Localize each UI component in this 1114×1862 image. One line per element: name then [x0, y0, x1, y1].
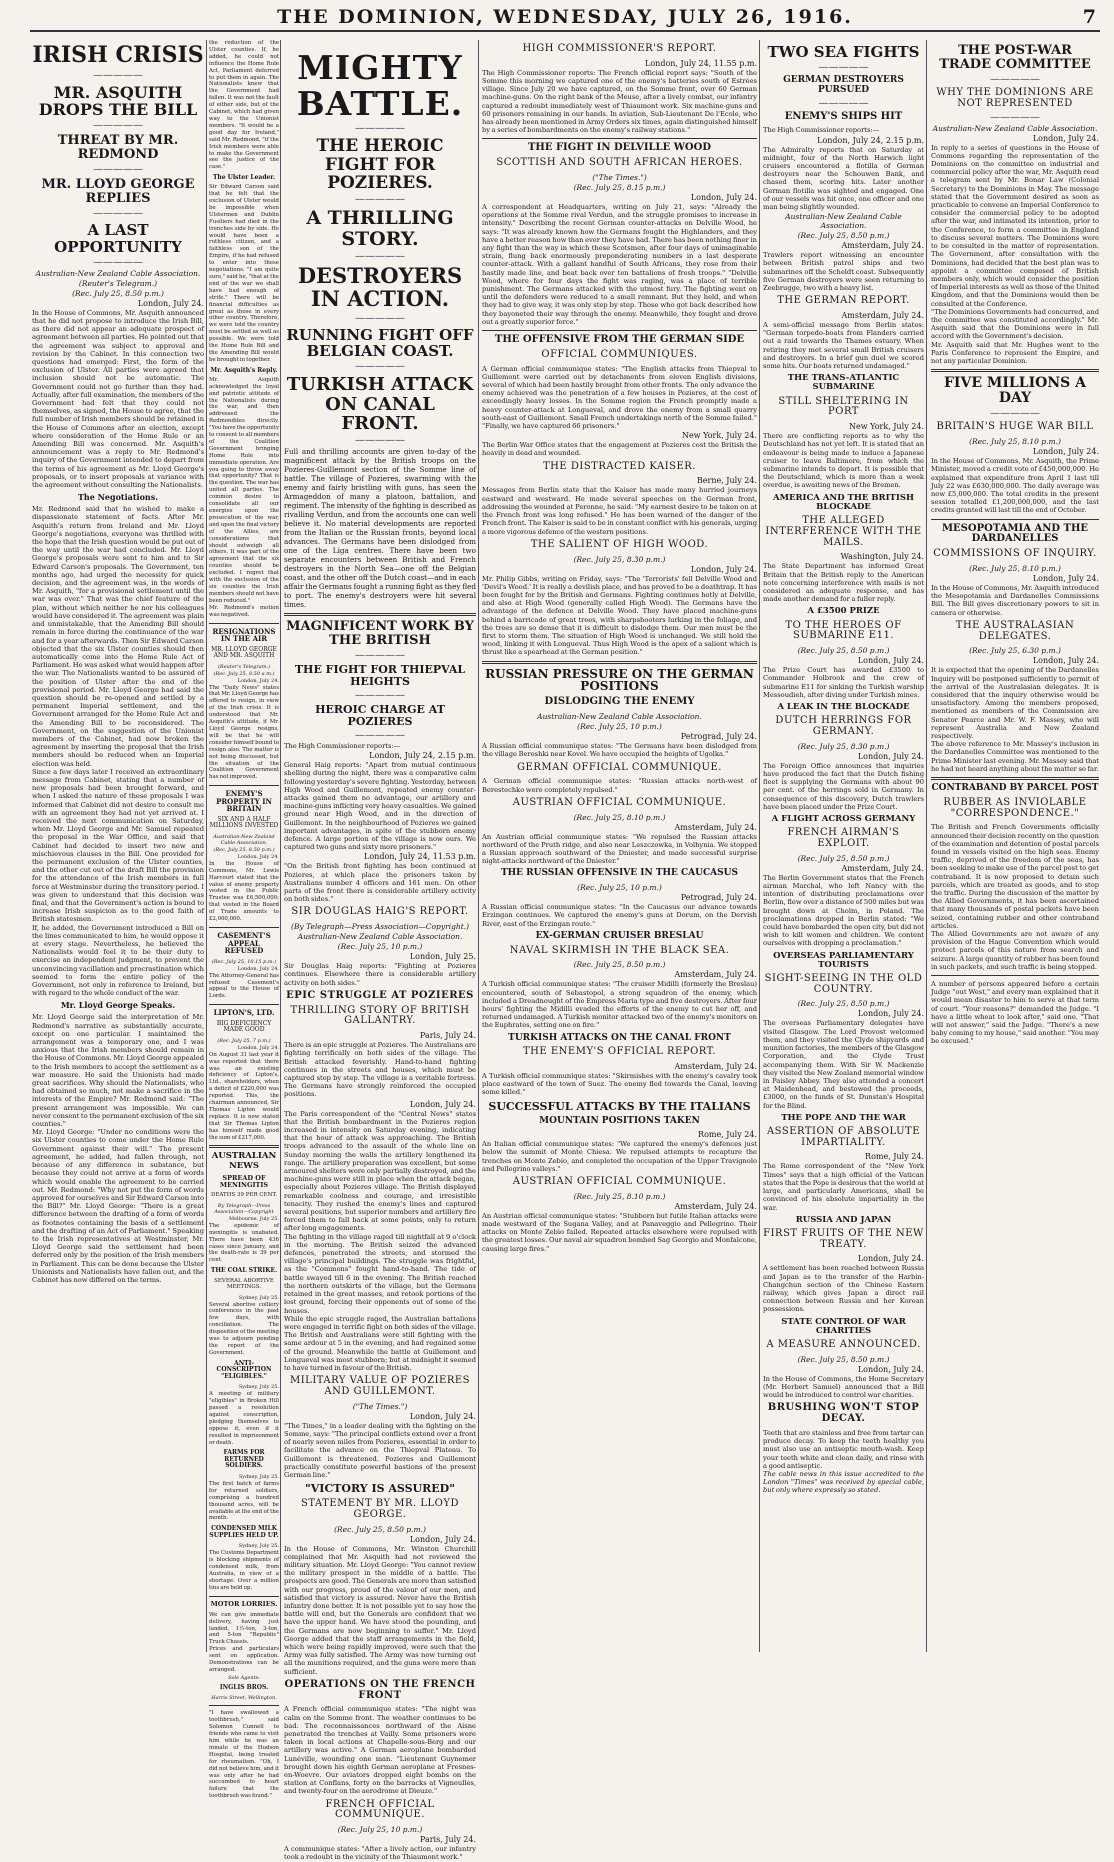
headline-breslau: EX-GERMAN CRUISER BRESLAU — [535, 930, 704, 941]
article-paragraph: It is expected that the opening of the Dardanelles Inquiry will be postponed sufficiently to permit of the arrival of the Australasian delegates. It is considered that the inquiry otherwise would be unsatisfactory. Among the members proposed, mentioned as members of the Commission are Senator Pearce and Mr. W. F. Massey, who will represent Australia and New Zealand respectively. — [931, 666, 1099, 740]
article-paragraph: The Customs Department is blocking shipments of condensed milk, from Australia, in view of a shortage. Over a million tins are held up. — [209, 1550, 279, 1591]
headline-irish-crisis: IRISH CRISIS — [32, 42, 204, 68]
article-paragraph: In the House of Commons, Mr. Winston Churchill complained that Mr. Asquith had not reviewed the military situation. Mr. Lloyd George: "You cannot review the military prospect in the middle of a battle. The prospects are good. The Generals are more than satisfied with our progress, proud of the valour of our men, and satisfied that victory is assured. Never have the British infantry done better. It is not possible yet to say how the battle will end, but the Generals are confident that we have the upper hand. We have stood the pounding, and the Germans are now beginning to suffer." Mr. Lloyd George added that the staff arrangements in the field, which were being rapidly improved, were such that the Army was fully satisfied. The Army was now turning out all the munitions required, and the guns were more than sufficient. — [284, 1544, 476, 1676]
dateline: Amsterdam, July 24. — [674, 1062, 757, 1072]
received-date: (Rec. July 25, 8.10 p.m.) — [969, 563, 1061, 573]
headline-russian-pressure: RUSSIAN PRESSURE ON THE GERMAN POSITIONS — [485, 666, 754, 694]
article-paragraph: An Austrian official communique states: "Stubborn but futile Italian attacks were made westward of the Sugana Valley, and at Panaveggio and Pellegrino. Their attacks on Monte Zebio failed. Repeated attacks elsewhere were repulsed with the greatest losses. Our naval air squadron bombed Sag Georgio and Monfalcone, causing large fires." — [482, 1211, 757, 1253]
dateline: London, July 24. — [1032, 447, 1099, 457]
column-2 — [209, 40, 279, 1800]
cable-credit: Australian-New Zealand Cable Association. — [932, 123, 1098, 133]
article-paragraph: The Rome correspondent of the "New York Times" says that a high official of the Vatican states that the Pope is desirous that the world at large, and particularly Americans, shall be convinced of his absolute impartiality in the war. — [763, 1162, 924, 1212]
dateline: London, July 24. — [857, 656, 924, 666]
dateline: Petrograd, July 24. — [680, 893, 757, 903]
article-paragraph: "The Times," in a leader dealing with the fighting on the Somme, says: "The principal conflicts extend over a front of nearly seven miles from Pozieres, essential in order to facilitate the advance on the Thiepval Plateau. To Guillemont is threatened. Pozieres and Guillemont practically constitute powerful bastions of the present German line." — [284, 1421, 476, 1479]
subhead-lloyd-george-statement: STATEMENT BY MR. LLOYD GEORGE. — [301, 1498, 459, 1520]
article-paragraph: The above reference to Mr. Massey's inclusion in the Dardanelles Committee was mentioned to the Prime Minister last evening. Mr. Massey said that he had not heard anything about the matter so far. — [931, 740, 1099, 773]
received-date: (Rec. July 25, 10 p.m.) — [337, 942, 423, 952]
article-paragraph: In the House of Commons, Mr. Asquith, the Prime Minister, moved a credit vote of £450,000,000. He explained that expenditure from April 1 last till July 22 was £630,000,000. The daily average was now £5,000,000. The total credits in the present session totalled £1,200,000,000, and the last credits granted will last till the end of October. — [931, 457, 1099, 515]
headline-enemy-property: ENEMY'S PROPERTY IN BRITAIN — [216, 789, 272, 814]
page-number: 7 — [1082, 6, 1096, 28]
article-paragraph: There is an epic struggle at Pozieres. The Australians are fighting terrifically on both sides of the village. The British attacked feverishly. Hand-to-hand fighting continues in the streets and houses, which must be captured step by step. The village is a veritable fortress. The Germans have strongly reinforced the occupied positions. — [284, 1041, 476, 1099]
dateline: Rome, July 24. — [698, 1130, 757, 1140]
received-date: (Rec. July 25, 8.50 p.m.) — [213, 846, 275, 853]
dateline: Sydney, July 25. — [238, 1294, 279, 1301]
article-paragraph: A correspondent at Headquarters, writing on July 21, says: "Already the operations at the Somme rival Verdun, and the struggle promises to increase in intensity." Describing the recent German counter-attacks on Delville Wood, he says: "It was already known how the Germans fought the Highlanders, and they have a better reason how than ever they have had. There has been nothing finer in any fight than the way in which these Scotsmen, after four days of unimaginable strain, flung back enormously preponderating numbers in a last desperate counter-attack. With a gallant handful of South Africans, they rose from their hastily made line, and beat back over ten battalions of fresh troops." "Delville Wood, where for four days the fight was raging, was a place of terrible punishment. The Germans attacked with the utmost fury. The fighting went on until the defenders were reduced to a small remnant. But they held, and when they had to give way, it was only step by step. Those who got back described how they bayoneted their way through the enemy. Meanwhile, they fought and drove out a greatly superior force." — [482, 203, 757, 326]
headline-contraband: CONTRABAND BY PARCEL POST — [931, 783, 1099, 794]
headline-submarine: THE TRANS-ATLANTIC SUBMARINE — [787, 373, 900, 393]
ad-paragraph: We can give immediate delivery, having just landed, 1½-ton, 3-ton, and 5-ton "Republic" Truck Chassis. — [209, 1611, 279, 1646]
dateline: New York, July 24. — [682, 431, 757, 441]
dateline: London, July 24. — [237, 853, 279, 860]
dateline: Amsterdam, July 24. — [841, 863, 924, 873]
section-subhead: Mr. Asquith's Reply. — [210, 366, 278, 374]
received-date: (Rec. July 25, 6.30 p.m.) — [969, 646, 1061, 656]
article-paragraph: The Allied Governments are not aware of any provision of the Hague Convention which would protect parcels of this nature from search and seizure. A large quantity of rubber has been found in such packets, and such traffic is being stopped. — [931, 929, 1099, 971]
article-paragraph: A Turkish official communique states: "Skirmishes with the enemy's cavalry took place eastward of the town of Suez. The enemy fled towards the Canal, leaving some killed." — [482, 1072, 757, 1097]
ad-paragraph: Prices and particulars sent on application. Demonstrations can be arranged. — [209, 1646, 279, 1673]
cable-credit: Australian-New Zealand Cable Association. — [785, 212, 902, 231]
article-paragraph: The "Daily News" states that Mr. Lloyd George has offered to resign, in view of the Irish crisis. It is understood that Mr. Asquith's attitude, if Mr. Lloyd George resigns, will be that he will consider himself bound to resign also. The matter is not being discussed, but the situation of the Coalition Government has not improved. — [209, 684, 279, 781]
dateline: Amsterdam, July 24. — [674, 1201, 757, 1211]
headline-magnificent-work: MAGNIFICENT WORK BY THE BRITISH — [286, 619, 474, 649]
subhead-dislodging: DISLODGING THE ENEMY — [544, 696, 695, 708]
subhead-haig-report: SIR DOUGLAS HAIG'S REPORT. — [291, 906, 469, 918]
headline-german-side: THE OFFENSIVE FROM THE GERMAN SIDE — [494, 334, 745, 346]
received-date: (Rec. July 25, 8.10 p.m.) — [573, 812, 666, 822]
dateline: Amsterdam, July 24. — [841, 241, 924, 251]
subhead: SEVERAL ABORTIVE MEETINGS. — [214, 1277, 274, 1290]
headline-italians: SUCCESSFUL ATTACKS BY THE ITALIANS — [488, 1099, 751, 1113]
article-paragraph: The Attorney-General has refused Casement's appeal to the House of Lords. — [209, 972, 279, 1000]
ad-heading: MOTOR LORRIES. — [210, 1599, 278, 1608]
section-subhead: The Negotiations. — [77, 492, 159, 503]
article-paragraph: Mr. Lloyd George: "Under no conditions were the six Ulster counties to come under the Home Rule Government against their will." The present agreement, he added, had fallen through, not because of any difference in substance, but because they could not arrive at a form of words which would enable the agreement to be carried out. Mr. Redmond: "Why not put the form of words approved for ourselves and Sir Edward Carson into the Bill?" Mr. Lloyd George: "There is a great difference between the drafting of a form of words as footnotes containing the basis of a settlement and the drafting of an Act of Parliament." Speaking to the Irish representatives at Westminster, Mr. Lloyd George said the settlement had been deferred only by the position of the Irish members in Parliament. This can be done because the Ulster Unionists and Nationalists have fallen out, and the Cabinet has now differed on the terms. — [32, 1128, 204, 1284]
subhead: CONDENSED MILK SUPPLIES HELD UP. — [209, 1525, 279, 1539]
telegram-credit: (Reuter's Telegram.) — [217, 663, 271, 670]
headline-mighty-battle: MIGHTY BATTLE. — [296, 48, 464, 123]
ad-address: Harris Street, Wellington. — [211, 1695, 277, 1702]
article-paragraph: On August 31 last year it was reported that there was an existing deficiency of Lipton's, Ltd., shareholders, when a deficit of £220,000 was reported. This, the chairman announced, Sir Thomas Lipton would replace. It is now stated that Sir Thomas Lipton has himself made good the sum of £217,000. — [209, 1051, 279, 1141]
subhead-last-opportunity: A LAST OPPORTUNITY — [54, 221, 182, 256]
article-paragraph: A semi-official message from Berlin states: "German torpedo-boats from Flanders carried out a raid towards the Thames estuary. When retiring they met several small British cruisers and destroyers. In a brief gun duel we scored some hits. Our boats returned undamaged." — [763, 321, 924, 371]
subhead-war-bill: BRITAIN'S HUGE WAR BILL — [936, 421, 1094, 433]
article-paragraph: The Paris correspondent of the "Central News" states that the British bombardment in the Pozieres region increased in intensity on Saturday evening, indicating that the hour of attack was approaching. The British troops advanced to the assault of the whole line on Sunday morning the walls the artillery lengthened its range. The artillery preparation was excellent, but some armoured shelters were only partially destroyed, and the machine-guns were still in place when the attack began, especially about Pozieres village. The British displayed remarkable coolness and courage, and irresistible tenacity. They rushed the enemy's lines and captured several positions, but superior numbers and artillery fire forced them to fall back at some points, only to return after long engagements. — [284, 1109, 476, 1233]
dateline: London, July 24. — [857, 1009, 924, 1019]
subhead-heroic-charge: HEROIC CHARGE AT POZIERES — [315, 703, 445, 729]
article-paragraph: If, he added, the Government introduced a Bill on the lines communicated to him, he would oppose it at every stage. Nevertheless, he believed the Nationalists would feel it to be their duty to exercise an independent judgment, to prevent the unconvincing vacillation and procrastination which seemed to form the entire policy of the Government, not only in reference to Ireland, but with regard to the whole conduct of the war. — [32, 923, 204, 998]
subhead-sheltering: STILL SHELTERING IN PORT — [778, 395, 909, 418]
cable-note: The cable news in this issue accredited to the London "Times" was received by special cable, but only where expressly so stated. — [763, 1470, 924, 1495]
article-paragraph: Mr. Redmond's motion was negatived. — [209, 604, 279, 618]
article-paragraph: A meeting of military "eligibles" in Broken Hill passed a resolution against conscription, pledging themselves to oppose it, even if it resulted in imprisonment or death. — [209, 1391, 279, 1446]
headline-destroyers: DESTROYERS IN ACTION. — [297, 263, 463, 312]
intro-paragraph: Full and thrilling accounts are given to-day of the magnificent attack by the British troops on the Pozieres-Guillemont section of the Somme line of battle. The village of Pozieres, swarming with the enemy and fairly bristling with guns, has seen the Armageddon of many a platoon, battalion, and regiment. The intensity of the fighting is described as rivalling Verdun, and from the accounts one can well believe it. No material developments are reported from the Italian or the Russian fronts, beyond local advances. The Germans have been dislodged from one of the Liga centres. There have been two separate encounters between British and French destroyers in the North Sea—one off the Belgian coast, and the other off the Dutch coast—and in each affair the Germans fought a running fight as they fled to port. The enemy's destroyers were hit several times. — [284, 447, 476, 610]
headline-heroic-fight: THE HEROIC FIGHT FOR POZIERES. — [316, 136, 444, 193]
times-credit: ("The Times.") — [592, 173, 647, 183]
headline-casement: CASEMENT'S APPEAL REFUSED — [217, 930, 271, 956]
dateline: Paris, July 24. — [419, 1835, 476, 1845]
press-credit: (By Telegraph—Press Association—Copyright.) — [290, 922, 470, 932]
article-paragraph: A Turkish official communique states: "The cruiser Midilli (formerly the Breslau) encountered, south of Sebastopol, a strong squadron of the enemy, which included a Dreadnought of the Empress Maria type and five destroyers. After four hours' fighting the Midilli evaded the efforts of the enemy to cut her off, and returned undamaged. A Turkish monitor attacked two of the enemy's monitors on the Euphrates, setting one on fire." — [482, 980, 757, 1030]
subhead-commissions: COMMISSIONS OF INQUIRY. — [933, 548, 1097, 560]
article-paragraph: The High Commissioner reports: The French official report says: "South of the Somme this morning we captured one of the enemy's batteries south of Estrées village. Since July 20 we have captured, on the Somme front, over 60 German machine-guns. On the right bank of the Meuse, after a lively combat, our infantry captured a redoubt immediately west of Thiaumont work. Six machine-guns and 60 prisoners remaining in our hands. In aviation, Sub-Lieutenant De l'Ecole, who has already been mentioned in Army Orders six times, again distinguished himself by a series of bombardments on the enemy's railway stations." — [482, 68, 757, 135]
subhead-measure: A MEASURE ANNOUNCED. — [766, 1339, 921, 1351]
article-paragraph: A number of persons appeared before a certain Judge "out West," and every man explained that it would mean disaster to him to serve at that term of court. "Your reasons?" demanded the Judge. "I have a little wheat to look after," said one. "That will not answer," said the Judge. "There's a new baby coming to my house," said another. "You may be excused." — [931, 979, 1099, 1046]
column-rule — [478, 40, 479, 1652]
subhead: ANTI-CONSCRIPTION "ELIGIBLES." — [216, 1359, 272, 1380]
article-paragraph: The Admiralty reports that on Saturday at midnight, four of the North Harwich light cruisers encountered a flotilla of German destroyers near the Schouwen Bank, and chased them, scoring hits. Later another German flotilla was sighted and engaged. One of our vessels was hit once, one officer and one man being slightly wounded. — [763, 145, 924, 212]
subhead-german-communique: GERMAN OFFICIAL COMMUNIQUE. — [517, 761, 722, 773]
subhead: SPREAD OF MENINGITIS — [219, 1173, 269, 1189]
subhead: FARMS FOR RETURNED SOLDIERS. — [223, 1449, 265, 1470]
dateline: Amsterdam, July 24. — [674, 970, 757, 980]
article-paragraph: A German official communique states: "The English attacks from Thiepval to Guillemont were carried out by detachments from eleven English divisions, several of which had been hastily brought from other fronts. The only advance the enemy achieved was the penetration of a few houses in Pozieres, at the cost of exceedingly heavy losses. In the Somme region the French promptly made a heavy counter-attack at Longueval, and drove the enemy from a small quarry south-east of Guillemont. Small French undertakings north of the Somme failed." "Finally, we have captured 66 prisoners." — [482, 364, 757, 431]
dateline: London, July 24. — [857, 751, 924, 761]
article-paragraph: The fighting in the village raged till nightfall at 9 o'clock in the morning. The British seized the advanced defences, penetrated the streets, and stormed the village's principal buildings. The struggle was frightful, as the "Commons" fought hand-to-hand. The tide of battle swayed till 6 in the evening. The British reached the northern outskirts of the village, but the Germans retained in the great masses, and retook portions of the lost ground, forcing their opponents out of some of the houses. — [284, 1232, 476, 1315]
received-date: (Rec. July 25, 8.50 p.m.) — [797, 853, 890, 863]
dateline: London, July 24. — [237, 1044, 279, 1051]
ad-agents: Sole Agents: — [228, 1674, 260, 1681]
subhead: SIX AND A HALF MILLIONS INVESTED — [209, 815, 279, 830]
headline-mesopotamia: MESOPOTAMIA AND THE DARDANELLES — [941, 522, 1089, 545]
headline-russia-japan: RUSSIA AND JAPAN — [795, 1214, 892, 1225]
dateline: Melbourne, July 25. — [228, 1215, 279, 1222]
received-date: (Rec. July 25, 10 p.m.) — [337, 1825, 423, 1835]
headline-leak-blockade: A LEAK IN THE BLOCKADE — [777, 701, 910, 712]
subhead-official-communiques: OFFICIAL COMMUNIQUES. — [541, 348, 698, 360]
headline-war-charities: STATE CONTROL OF WAR CHARITIES — [781, 1316, 906, 1336]
headline-five-millions: FIVE MILLIONS A DAY — [943, 375, 1087, 407]
column-5: TWO SEA FIGHTS ————— GERMAN DESTROYERS PURSUED ————— ENEMY'S SHIPS HIT The High Commissioner reports:— London, July 24, 2.15 p.m. The Admiralty reports that on Saturday at midnight, four of the North Harwich light cruisers encountered a flotilla of German destroyers near the Schouwen Bank, and chased them, scoring hits. Later another German flotilla was sighted and engaged. One of our vessels was hit once, one officer and one man being slightly wounded. Australian-New Zealand Cable Association. (Rec. July 25, 8.50 p.m.) Amsterdam, July 24. Trawlers report witnessing an encounter between British patrol ships and two submarines off the Scheldt coast. Subsequently five German destroyers were seen returning to Zeebrugge, two with a heavy list. THE GERMAN REPORT. Amsterdam, July 24. A semi-official message from Berlin states: "German torpedo-boats from Flanders carried out a raid towards the Thames estuary. When retiring they met several small British cruisers and destroyers. In a brief gun duel we scored some hits. Our boats returned undamaged." THE TRANS-ATLANTIC SUBMARINE STILL SHELTERING IN PORT New York, July 24. There are conflicting reports as to why the Deutschland has not yet left. It is stated that an endeavour is being made to induce a Japanese cruiser to leave Baltimore, from which the submarine intends to depart. It is possible that the Deutschland, which is more than a week overdue, is awaiting news of the Bremen. AMERICA AND THE BRITISH BLOCKADE THE ALLEGED INTERFERENCE WITH THE MAILS. Washington, July 24. The State Department has informed Great Britain that the British reply to the American note concerning interference with mails is not considered an adequate response, and has made another demand for a fuller reply. A £3500 PRIZE TO THE HEROES OF SUBMARINE E11. (Rec. July 25, 8.50 p.m.) London, July 24. The Prize Court has awarded £3500 to Commander Holbrook and the crew of submarine E11 for sinking the Turkish warship Messoudieh, after diving under Turkish mines. A LEAK IN THE BLOCKADE DUTCH HERRINGS FOR GERMANY. (Rec. July 25, 8.30 p.m.) London, July 24. The Foreign Office announces that inquiries have produced the fact that the Dutch fishing fleet is supplying the Germans with about 90 per cent. of the herrings sold in Germany. In consequence of this discovery, Dutch trawlers have been placed under the Prize Court. A FLIGHT ACROSS GERMANY FRENCH AIRMAN'S EXPLOIT. (Rec. July 25, 8.50 p.m.) Amsterdam, July 24. The Berlin Government states that the French airman Marchal, who left Nancy with the intention of distributing proclamations over Berlin, flew over a distance of 500 miles but was brought down at Cholm, in Poland. The proclamations dropped in Berlin stated: "We could have bombarded the open city, but did not wish to kill women and children. We content ourselves with dropping a proclamation." OVERSEAS PARLIAMENTARY TOURISTS SIGHT-SEEING IN THE OLD COUNTRY. (Rec. July 25, 8.50 p.m.) London, July 24. The overseas Parliamentary delegates have visited Glasgow. The Lord Provost welcomed them, and they visited the Clyde shipyards and munition factories, the members of the Glasgow Corporation, and the Clyde Trust accompanying them. With Sir W. Mackenzie they visited the New Zealand memorial window in Paisley Abbey. They also attended a concert at Maidenhead, and bestowed the proceeds, £3000, on the funds of St. Dunstan's Hospital for the Blind. THE POPE AND THE WAR ASSERTION OF ABSOLUTE IMPARTIALITY. Rome, July 24. The Rome correspondent of the "New York Times" says that a high official of the Vatican states that the Pope is desirous that the world at large, and particularly Americans, shall be convinced of his absolute impartiality in the war. RUSSIA AND JAPAN FIRST FRUITS OF THE NEW TREATY. London, July 24. A settlement has been reached between Russia and Japan as to the transfer of the Harbin-Changchun section of the Chinese Eastern railway, which gives Japan a direct rail connection between Russia and her Korean possessions. STATE CONTROL OF WAR CHARITIES A MEASURE ANNOUNCED. (Rec. July 25, 8.50 p.m.) London, July 24. In the House of Commons, the Home Secretary (Mr. Herbert Samuel) announced that a Bill would be introduced to control war charities. BRUSHING WON'T STOP DECAY. Teeth that are stainless and free from tartar can produce decay. To keep the teeth healthy you must also use an antiseptic mouth-wash. Keep your teeth white and clean daily, and rinse with a good antiseptic. The cable news in this issue accredited to the London "Times" was received by special cable, but only where expressly so stated. — [763, 43, 924, 1495]
received-date: (Rec. July 25, 8.10 p.m.) — [969, 437, 1061, 447]
times-credit: ("The Times.") — [352, 1401, 408, 1411]
headline-thrilling-story: A THRILLING STORY. — [306, 207, 454, 250]
received-date: (Rec. July 25, 8.15 p.m.) — [573, 183, 666, 193]
dateline: London, July 24. — [409, 1534, 476, 1544]
dateline: London, July 24. — [690, 564, 757, 574]
article-paragraph: Since a few days later I received an extraordinary message from Cabinet, stating that a number of new proposals had been brought forward, and when I asked the nature of these proposals I was informed that Cabinet did not desire to consult me with an agreement they had not yet arrived at. I received the next communication on Saturday, when Mr. Lloyd George and Mr. Samuel repeated the proposal in the War Office, and said that Cabinet had decided to insert two new and mischievous clauses in the Bill. One provided for the permanent exclusion of the Ulster counties, and the other cut out of the draft Bill the provision for the attendance of the Irish members in full force at Westminster during the transitory period. I was given to understand that this decision was final, and that the Government's action is bound to increase Irish suspicion as to the good faith of British statesmen. — [32, 767, 204, 924]
ad-company: INGLIS BROS. — [219, 1683, 269, 1691]
subhead-high-commissioner: HIGH COMMISSIONER'S REPORT. — [522, 43, 717, 54]
article-paragraph: Mr. Philip Gibbs, writing on Friday, says: "The 'Terrorists' fell Delville Wood and 'Devil's Wood.' It is really a devilish place, and has proved to be a deathtrap. It has been fought for by the British and Germans. Fighting continues hotly at Delville, and also at High Wood (generally called High Wood). The Germans have the advantage of the defence at Delville Wood. They have placed machine-guns behind a barricade of great trees, with sharpshooters lurking in the foliage, and the trees are so dense that it is difficult to dislodge them. Our men must be the first to storm them. The situation of High Wood is unchanged. We still hold the wood, linking it with Longueval. Thus High Wood is the apex of a salient which is thrust like a spearhead at the German position." — [482, 574, 757, 657]
article-paragraph: A Russian official communique states: "In the Caucasus our advance towards Erzingan continues. We captured the enemy's guns at Dorum, on the Dervish River, east of the Erzingan route." — [482, 903, 757, 928]
article-paragraph: Trawlers report witnessing an encounter between British patrol ships and two submarines off the Scheldt coast. Subsequently five German destroyers were seen returning to Zeebrugge, two with a heavy list. — [763, 251, 924, 293]
headline-parliamentary-tourists: OVERSEAS PARLIAMENTARY TOURISTS — [773, 950, 914, 970]
article-paragraph: The State Department has informed Great Britain that the British reply to the American note concerning interference with mails is not considered an adequate response, and has made another demand for a fuller reply. — [763, 562, 924, 604]
article-paragraph: A settlement has been reached between Russia and Japan as to the transfer of the Harbin-Changchun section of the Chinese Eastern railway, which gives Japan a direct rail connection between Russia and her Korean possessions. — [763, 1264, 924, 1314]
subhead-french-airman: FRENCH AIRMAN'S EXPLOIT. — [787, 827, 900, 849]
cable-credit: Australian-New Zealand Cable Association. — [537, 712, 702, 722]
column-rule — [759, 40, 760, 1652]
headline-canal-front: TURKISH ATTACKS ON THE CANAL FRONT — [508, 1032, 731, 1043]
dateline: Petrograd, July 24. — [680, 732, 757, 742]
subhead-dominions: WHY THE DOMINIONS ARE NOT REPRESENTED — [936, 87, 1094, 109]
article-paragraph: the reduction of the Ulster counties. If, he added, he could not influence the Home Rule Act, Parliament deferred to put them in again. The Nationalists knew that the Government had fallen. It was not the fault of either side, but of the Cabinet, which had given way to the Unionist members. "It would be a good day for Ireland," said Mr. Redmond, "if the Irish members were able to make the Government see the justice of the case." — [209, 40, 279, 171]
article-paragraph: The Berlin Government states that the French airman Marchal, who left Nancy with the intention of distributing proclamations over Berlin, flew over a distance of 500 miles but was brought down at Cholm, in Poland. The proclamations dropped in Berlin stated: "We could have bombarded the open city, but did not wish to kill women and children. We content ourselves with dropping a proclamation." — [763, 873, 924, 948]
subhead-french-communique: FRENCH OFFICIAL COMMUNIQUE. — [325, 1798, 435, 1821]
subhead-sight-seeing: SIGHT-SEEING IN THE OLD COUNTRY. — [764, 972, 923, 995]
subhead-victory-assured: "VICTORY IS ASSURED" — [305, 1482, 455, 1496]
article-paragraph: Several abortive colliery conferences in the past few days, with conciliation. The disposition of the meeting was to adjourn pending the report of the Government. — [209, 1301, 279, 1356]
subhead-lloyd-george-replies: MR. LLOYD GEORGE REPLIES — [41, 177, 195, 207]
received-date: (Rec. July 25, 8.50 p.m.) — [573, 960, 666, 970]
article-paragraph: The first batch of farms for returned soldiers, comprising a hundred thousand acres, will be available at the end of the month. — [209, 1480, 279, 1522]
received-date: (Rec. July 25, 8.30 p.m.) — [797, 741, 890, 751]
subhead-austrian-communique: AUSTRIAN OFFICIAL COMMUNIQUE. — [512, 796, 727, 808]
subhead: THE COAL STRIKE. — [210, 1267, 278, 1275]
headline-flight-germany: A FLIGHT ACROSS GERMANY — [771, 813, 916, 824]
column-1: IRISH CRISIS ————— MR. ASQUITH DROPS THE BILL ————— THREAT BY MR. REDMOND ————— MR. LLOYD GEORGE REPLIES ————— A LAST OPPORTUNITY ————— Australian-New Zealand Cable Association. (Reuter's Telegram.) (Rec. July 25, 8.50 p.m.) London, July 24. In the House of Commons, Mr. Asquith announced that he did not propose to introduce the Irish Bill, as there did not appear an adequate prospect of agreement between all parties. He pointed out that the agreement was subject to approval and revision by the Cabinet. In this connection two questions had emerged: First, the form of the exclusion of Ulster. All parties were agreed that inclusion should not be automatic. The Government could not go further than they had. Actually, after full examination, the members of the Government had felt that they could not themselves, as signed, the House to agree, that the full number of Irish members should be retained in the House of Commons after an election, except where consideration of the Home Rule or an Amending Bill was concerned. Mr. Asquith's announcement was a reply to Mr. Redmond's inquiry of the Government intended to depart from the terms of his agreement as Mr. Lloyd George's proposals, or to insert proposals at variance with the agreement without consulting the Nationalists. The Negotiations. Mr. Redmond said that he wished to make a dispassionate statement of facts. After Mr. Asquith's return from Ireland and Mr. Lloyd George's negotiations, everyone was thrilled with the hope that the Irish question would be put out of the way until the war had concluded. Mr. Lloyd George's proposals were sent to him and to Sir Edward Carson's proposals. The Government, ten months ago, had urged the necessity for quick decision, and the agreement was, in the words of Mr. Asquith, "for a provisional settlement until the war was over." That was the chief feature of the plan, without which neither he nor his colleagues would have considered it. The agreement was plain and unmistakable, that the Amending Bill should remain in force during the continuance of the war and for a year afterwards. Then Sir Edward Carson objected that the six Ulster counties should then automatically come into the Home Rule Act of Parliament. He was asked what would happen after the war. The Nationalists wanted to be assured of the position of Ulster after the end of the provisional period. Mr. Lloyd George had said the question should be re-opened and settled by a permanent Imperial settlement, and the Government arranged for the Home Rule Act and the Amending Bill to be reconsidered. The Government, on the suggestion of the Unionist members of the Cabinet, had now broken the agreement by inserting the proposal that the Irish members should be reduced when an Imperial election was held. Since a few days later I received an extraordinary message from Cabinet, stating that a number of new proposals had been brought forward, and when I asked the nature of these proposals I was informed that Cabinet did not desire to consult me with an agreement they had not yet arrived at. I received the next communication on Saturday, when Mr. Lloyd George and Mr. Samuel repeated the proposal in the War Office, and said that Cabinet had decided to insert two new and mischievous clauses in the Bill. One provided for the permanent exclusion of the Ulster counties, and the other cut out of the draft Bill the provision for the attendance of the Irish members in full force at Westminster during the transitory period. I was given to understand that this decision was final, and that the Government's action is bound to increase Irish suspicion as to the good faith of British statesmen. If, he added, the Government introduced a Bill on the lines communicated to him, he would oppose it at every stage. Nevertheless, he believed the Nationalists would feel it to be their duty to exercise an independent judgment, to prevent the unconvincing vacillation and procrastination which seemed to form the entire policy of the Government, not only in reference to Ireland, but with regard to the whole conduct of the war. Mr. Lloyd George Speaks. Mr. Lloyd George said the interpretation of Mr. Redmond's narrative as substantially accurate, except on one particular. I maintained the arrangement was a temporary one, and I was anxious that the Irish members should remain in the House of Commons. Mr. Lloyd George appealed to the Irish members to accept the settlement as a war measure. He said the Unionists had made great sacrifices. Why should the Nationalists, who had obtained so much, not make a sacrifice in the interests of the Empire? Mr. Redmond said: "The present arrangement was impossible. We can never consent to the permanent exclusion of the six counties." Mr. Lloyd George: "Under no conditions were the six Ulster counties to come under the Home Rule Government against their will." The present agreement, he added, had fallen through, not because of any difference in substance, but because they could not arrive at a form of words which would enable the agreement to be carried out. Mr. Redmond: "Why not put the form of words approved for ourselves and Sir Edward Carson into the Bill?" Mr. Lloyd George: "There is a great difference between the drafting of a form of words as footnotes containing the basis of a settlement and the drafting of an Act of Parliament." Speaking to the Irish representatives at Westminster, Mr. Lloyd George said the settlement had been deferred only by the position of the Irish members in Parliament. This can be done because the Ulster Unionists and Nationalists have fallen out, and the Cabinet has now differed on the terms. — [32, 42, 204, 1284]
subhead-mountain-positions: MOUNTAIN POSITIONS TAKEN — [539, 1115, 700, 1126]
article-paragraph: Sir Douglas Haig reports: "Fighting at Pozieres continues. Elsewhere there is considerable artillery activity on both sides." — [284, 962, 476, 987]
dateline: London, July 24. — [237, 677, 279, 684]
received-date: (Rec. July 25, 8.50 p.m.) — [797, 999, 890, 1009]
article-paragraph: In the House of Commons, Mr. Asquith announced that he did not propose to introduce the Irish Bill, as there did not appear an adequate prospect of agreement between all parties. He pointed out that the agreement was subject to approval and revision by the Cabinet. In this connection two questions had emerged: First, the form of the exclusion of Ulster. All parties were agreed that inclusion should not be automatic. The Government could not go further than they had. Actually, after full examination, the members of the Government had felt that they could not themselves, as signed, the House to agree, that the full number of Irish members should be retained in the House of Commons after an election, except where consideration of the Home Rule or an Amending Bill was concerned. Mr. Asquith's announcement was a reply to Mr. Redmond's inquiry of the Government intended to depart from the terms of his agreement as Mr. Lloyd George's proposals, or to insert proposals at variance with the agreement without consulting the Nationalists. — [32, 308, 204, 490]
article-paragraph: In the House of Commons, the Home Secretary (Mr. Herbert Samuel) announced that a Bill would be introduced to control war charities. — [763, 1374, 924, 1400]
received-date: (Rec. July 25, 8.50 p.m.) — [72, 288, 164, 298]
dateline: London, July 24. — [690, 193, 757, 203]
received-date: (Rec. July 25, 8.30 p.m.) — [573, 554, 666, 564]
dateline: London, July 24, 11.55 p.m. — [645, 58, 757, 68]
received-date: (Rec. July 25, 8.50 a.m.) — [213, 670, 275, 677]
subhead-impartiality: ASSERTION OF ABSOLUTE IMPARTIALITY. — [766, 1125, 921, 1148]
subhead-scottish-heroes: SCOTTISH AND SOUTH AFRICAN HEROES. — [496, 157, 743, 169]
subhead-austrian-communique-2: AUSTRIAN OFFICIAL COMMUNIQUE. — [512, 1176, 727, 1188]
subhead: BIG DEFICIENCY MADE GOOD — [216, 1019, 272, 1034]
dateline: London, July 24, 11.53 p.m. — [364, 852, 476, 862]
dateline: London, July 24, 2.15 p.m. — [369, 751, 476, 761]
subhead-distracted-kaiser: THE DISTRACTED KAISER. — [542, 460, 697, 472]
section-subhead: Mr. Lloyd George Speaks. — [60, 1000, 176, 1011]
ad-heading: BRUSHING WON'T STOP DECAY. — [767, 1402, 920, 1425]
column-3: MIGHTY BATTLE. ————— THE HEROIC FIGHT FOR POZIERES. ————— A THRILLING STORY. ————— DESTROYERS IN ACTION. ————— RUNNING FIGHT OFF BELGIAN COAST. ————— TURKISH ATTACK ON CANAL FRONT. ————— Full and thrilling accounts are given to-day of the magnificent attack by the British troops on the Pozieres-Guillemont section of the Somme line of battle. The village of Pozieres, swarming with the enemy and fairly bristling with guns, has seen the Armageddon of many a platoon, battalion, and regiment. The intensity of the fighting is described as rivalling Verdun, and from the accounts one can well believe it. No material developments are reported from the Italian or the Russian fronts, beyond local advances. The Germans have been dislodged from one of the Liga centres. There have been two separate encounters between British and French destroyers in the North Sea—one off the Belgian coast, and the other off the Dutch coast—and in each affair the Germans fought a running fight as they fled to port. The enemy's destroyers were hit several times. MAGNIFICENT WORK BY THE BRITISH ————— THE FIGHT FOR THIEPVAL HEIGHTS ————— HEROIC CHARGE AT POZIERES ————— The High Commissioner reports:— London, July 24, 2.15 p.m. General Haig reports: "Apart from mutual continuous shelling during the night, there was a comparative calm following yesterday's severe fighting. Yesterday, between High Wood and Guillemont, repeated enemy counter-attacks gained them no advantage, our artillery and machine-guns inflicting very heavy casualties. We gained ground near High Wood, and in the direction of Guillemont. In the neighbourhood of Pozieres we gained important advantages, in spite of the stubborn enemy defence. A large portion of the village is now ours. We captured two guns and sixty more prisoners." London, July 24, 11.53 p.m. "On the British front fighting has been continued at Pozieres, at which place the prisoners taken by Australians number 4 officers and 161 men. On other parts of the front there is considerable artillery activity on both sides." SIR DOUGLAS HAIG'S REPORT. (By Telegraph—Press Association—Copyright.) Australian-New Zealand Cable Association. (Rec. July 25, 10 p.m.) London, July 25. Sir Douglas Haig reports: "Fighting at Pozieres continues. Elsewhere there is considerable artillery activity on both sides." EPIC STRUGGLE AT POZIERES THRILLING STORY OF BRITISH GALLANTRY. Paris, July 24. There is an epic struggle at Pozieres. The Australians are fighting terrifically on both sides of the village. The British attacked feverishly. Hand-to-hand fighting continues in the streets and houses, which must be captured step by step. The village is a veritable fortress. The Germans have strongly reinforced the occupied positions. London, July 24. The Paris correspondent of the "Central News" states that the British bombardment in the Pozieres region increased in intensity on Saturday evening, indicating that the hour of attack was approaching. The British troops advanced to the assault of the whole line on Sunday morning the walls the artillery lengthened its range. The artillery preparation was excellent, but some armoured shelters were only partially destroyed, and the machine-guns were still in place when the attack began, especially about Pozieres village. The British displayed remarkable coolness and courage, and irresistible tenacity. They rushed the enemy's lines and captured several positions, but superior numbers and artillery fire forced them to fall back at some points, only to return after long engagements. The fighting in the village raged till nightfall at 9 o'clock in the morning. The British seized the advanced defences, penetrated the streets, and stormed the village's principal buildings. The struggle was frightful, as the "Commons" fought hand-to-hand. The tide of battle swayed till 6 in the evening. The British reached the northern outskirts of the village, but the Germans retained in the great masses, and retook portions of the lost ground, forcing their opponents out of some of the houses. While the epic struggle raged, the Australian battalions were engaged in terrific fight on both sides of the village. The British and Australians were still fighting with the same ardour at 5 in the evening, and had regained some of the ground. Meanwhile the battle at Guillemont and Longueval was most stubborn; but at midnight it seemed to have turned in favour of the British. MILITARY VALUE OF POZIERES AND GUILLEMONT. ("The Times.") London, July 24. "The Times," in a leader dealing with the fighting on the Somme, says: "The principal conflicts extend over a front of nearly seven miles from Pozieres, essential in order to facilitate the advance on the Thiepval Plateau. To Guillemont is threatened. Pozieres and Guillemont practically constitute powerful bastions of the present German line." "VICTORY IS ASSURED" STATEMENT BY MR. LLOYD GEORGE. (Rec. July 25, 8.50 p.m.) London, July 24. In the House of Commons, Mr. Winston Churchill complained that Mr. Asquith had not reviewed the military situation. Mr. Lloyd George: "You cannot review the military prospect in the middle of a battle. The prospects are good. The Generals are more than satisfied with our progress, proud of the valour of our men, and satisfied that victory is assured. Never have the British infantry done better. It is not possible yet to say how the battle will end, but the Generals are confident that we have the upper hand. We have stood the pounding, and the Germans are now beginning to suffer." Mr. Lloyd George added that the staff arrangements in the field, which were being rapidly improved, were such that the Army was fully satisfied. The Army was now turning out all the munitions required, and the guns were more than sufficient. OPERATIONS ON THE FRENCH FRONT A French official communique states: "The night was calm on the Somme front. The weather continues to be bad. The reconnaissances northward of the Aisne penetrated the trenches at Vailly. Some prisoners were taken in local actions at Chapelle-sous-Berg and our artillery was active." A German aeroplane bombarded Lunéville, wounding one man. "Lieutenant Guynemer brought down his eighth German aeroplane at Fresnes-en-Woevre. Our aviators dropped eight bombs on the station at Conflans, forty on the barracks at Vigneulles, and twenty-four on the aerodrome at Dieuze." FRENCH OFFICIAL COMMUNIQUE. (Rec. July 25, 10 p.m.) Paris, July 24. A communique states: "After a lively action, our infantry took a redoubt in the vicinity of the Thiaumont work." — [284, 48, 476, 1862]
article-paragraph: In the House of Commons, Mr. Asquith introduced the Mesopotamia and Dardanelles Commissions Bill. The Bill gives discretionary powers to sit in camera or otherwise. — [931, 583, 1099, 617]
article-paragraph: The British and French Governments officially announced their decision recently on the question of the examination and detention of postal parcels found in vessels visited on the high seas. Enemy traffic, deprived of the freedom of the seas, has been seeking to make use of the parcel post to get contraband. It is now proposed to detain such parcels, which are treated as goods, and to stop the traffic. During the discussion of the matter by the Allied Governments, it has been ascertained that many thousands of postal packets have been seized, containing rubber and other contraband articles. — [931, 823, 1099, 930]
received-date: (Rec. July 25, 8.50 p.m.) — [797, 231, 890, 241]
column-rule — [280, 40, 281, 1652]
dateline: London, July 24. — [1032, 573, 1099, 583]
subhead-threat: THREAT BY MR. REDMOND — [57, 133, 179, 163]
article-paragraph: The High Commissioner reports:— — [284, 741, 401, 750]
headline-liptons: LIPTON'S, LTD. — [213, 1008, 275, 1018]
received-date: (Rec. July 25, 8.50 p.m.) — [797, 1354, 890, 1364]
headline-two-sea-fights: TWO SEA FIGHTS — [767, 43, 920, 61]
article-paragraph: A Russian official communique states: "The Germans have been dislodged from the village Bereshki near Kovel. We have occupied the heights of Ugolka." — [482, 742, 757, 759]
article-paragraph: In reply to a series of questions in the House of Commons regarding the representation of the Dominions on the committee on industrial and commercial policy after the war, Mr. Asquith read a telegram sent by Mr. Bonar Law (Colonial Secretary) to the Dominions in May. The message stated that the Government desired as soon as practicable to convene an Imperial Conference to consider the commercial policy to be adopted after the war, and intimated its intention, prior to the Conference, to form a committee in England to discuss several matters. The Dominions were to be consulted in the matter of representation. The Government, after consultation with the Dominions, had decided that the best plan was to appoint a committee composed of British members only, which would consider the position of Imperial interests as well as those of the United Kingdom, and that the Dominions would then be consulted at the Conference. — [931, 143, 1099, 308]
dateline: London, July 24, 2.15 p.m. — [817, 135, 924, 145]
article-paragraph: The epidemic of meningitis is unabated. There have been 436 cases since January, and the death-rate is 39 per cent. — [209, 1222, 279, 1264]
received-date: (Rec. July 25, 8.10 p.m.) — [573, 1191, 666, 1201]
headline-post-war-trade: THE POST-WAR TRADE COMMITTEE — [939, 43, 1091, 73]
headline-turkish-attack: TURKISH ATTACK ON CANAL FRONT. — [286, 374, 474, 434]
masthead-title: THE DOMINION, WEDNESDAY, JULY 26, 1916. — [277, 6, 853, 28]
subhead-gallantry: THRILLING STORY OF BRITISH GALLANTRY. — [290, 1004, 470, 1027]
subhead-dutch-herrings: DUTCH HERRINGS FOR GERMANY. — [775, 715, 912, 737]
subhead-high-wood: THE SALIENT OF HIGH WOOD. — [530, 538, 709, 550]
subhead-australasian-delegates: THE AUSTRALASIAN DELEGATES. — [955, 619, 1075, 642]
article-paragraph: A communique states: "After a lively action, our infantry took a redoubt in the vicinity of the Thiaumont work." — [284, 1845, 476, 1862]
dateline: New York, July 24. — [849, 422, 924, 432]
dateline: Sydney, July 25. — [238, 1473, 279, 1480]
subhead-epic-struggle: EPIC STRUGGLE AT POZIERES — [286, 989, 474, 1001]
subhead-military-value: MILITARY VALUE OF POZIERES AND GUILLEMONT. — [289, 1375, 470, 1397]
dateline: Rome, July 24. — [865, 1152, 924, 1162]
column-rule — [926, 40, 927, 1652]
subhead-rubber: RUBBER AS INVIOLABLE "CORRESPONDENCE." — [943, 796, 1087, 819]
press-credit: By Telegraph—Press Association—Copyright — [214, 1202, 274, 1215]
received-date: (Rec. July 25, 7 p.m.) — [217, 1037, 271, 1044]
article-paragraph: An Italian official communique states: "We captured the enemy's defences just below the summit of Monte Chiesa. We repulsed attempts to recapture the trenches on Monte Zebio, and completed the occupation of the Upper Travignolo and Pellegrino valleys." — [482, 1140, 757, 1173]
subhead-french-front: OPERATIONS ON THE FRENCH FRONT — [284, 1678, 476, 1701]
article-paragraph: Sir Edward Carson said that he felt that the exclusion of Ulster would be impossible when Ulstermen and Dublin Fusiliers had died in the trenches side by side. He would have been a ruthless citizen, and a faithless son of the Empire, if he had refused to enter into these negotiations. "I am quite sure," said he, "that at the end of the war we shall have had enough of strife." There will be financial difficulties as great as those in every other country. Therefore, we were told the country must be settled as well as possible. We were told the Home Rule Bill and the Amending Bill would be brought in together. — [209, 184, 279, 363]
headline-america-blockade: AMERICA AND THE BRITISH BLOCKADE — [772, 492, 915, 512]
dateline: London, July 24. — [1032, 133, 1099, 143]
cable-credit: Australian-New Zealand Cable Association. — [297, 932, 463, 942]
subhead-e11: TO THE HEROES OF SUBMARINE E11. — [785, 619, 902, 642]
subhead-treaty: FIRST FRUITS OF THE NEW TREATY. — [763, 1227, 924, 1250]
dateline: London, July 24. — [857, 1254, 924, 1264]
received-date: (Rec. July 25, 10 p.m.) — [577, 722, 662, 732]
headline-pope: THE POPE AND THE WAR — [781, 1112, 906, 1123]
article-paragraph: The High Commissioner reports:— — [763, 126, 880, 135]
subhead-black-sea: NAVAL SKIRMISH IN THE BLACK SEA. — [509, 944, 730, 956]
dateline: Berne, July 24. — [696, 476, 757, 486]
article-paragraph: The Foreign Office announces that inquiries have produced the fact that the Dutch fishing fleet is supplying the Germans with about 90 per cent. of the herrings sold in Germany. In consequence of this discovery, Dutch trawlers have been placed under the Prize Court. — [763, 761, 924, 811]
headline-resignations: RESIGNATIONS IN THE AIR — [212, 626, 276, 644]
subhead-ships-hit: ENEMY'S SHIPS HIT — [784, 110, 903, 122]
dateline: London, July 24. — [237, 965, 279, 972]
dateline: Sydney, July 25. — [238, 1384, 279, 1391]
cable-credit: Australian-New Zealand Cable Association. — [35, 268, 201, 278]
ad-paragraph: Teeth that are stainless and free from tartar can produce decay. To keep the teeth healthy you must also use an antiseptic mouth-wash. Keep your teeth white and clean daily, and rinse with a good antiseptic. — [763, 1429, 924, 1470]
section-subhead: The Ulster Leader. — [212, 174, 276, 182]
received-date: (Rec. July 25, 10 p.m.) — [577, 883, 662, 893]
article-paragraph: While the epic struggle raged, the Australian battalions were engaged in terrific fight on both sides of the village. The British and Australians were still fighting with the same ardour at 5 in the evening, and had regained some of the ground. Meanwhile the battle at Guillemont and Longueval was most stubborn; but at midnight it seemed to have turned in favour of the British. — [284, 1314, 476, 1372]
dateline: Amsterdam, July 24. — [841, 311, 924, 321]
article-paragraph: "The Dominions Governments had concurred, and the committee was constituted accordingly." Mr. Asquith said that the Dominions were in full accord with the Government's decision. — [931, 307, 1099, 341]
dateline: London, July 25. — [409, 952, 476, 962]
subhead: MR. LLOYD GEORGE AND MR. ASQUITH — [211, 645, 277, 660]
subhead-thiepval: THE FIGHT FOR THIEPVAL HEIGHTS — [294, 663, 466, 689]
subhead-enemy-report: THE ENEMY'S OFFICIAL REPORT. — [523, 1046, 716, 1058]
subhead: DEATHS 39 PER CENT. — [210, 1191, 278, 1198]
subhead-destroyers-pursued: GERMAN DESTROYERS PURSUED — [783, 75, 904, 95]
headline-asquith-drops-bill: MR. ASQUITH DROPS THE BILL — [38, 82, 198, 120]
article-paragraph: The overseas Parliamentary delegates have visited Glasgow. The Lord Provost welcomed them, and they visited the Clyde shipyards and munition factories, the members of the Glasgow Corporation, and the Clyde Trust accompanying them. With Sir W. Mackenzie they visited the New Zealand memorial window in Paisley Abbey. They also attended a concert at Maidenhead, and bestowed the proceeds, £3000, on the funds of St. Dunstan's Hospital for the Blind. — [763, 1019, 924, 1110]
received-date: (Rec. July 25, 8.50 p.m.) — [334, 1524, 426, 1534]
dateline: London, July 24. — [409, 1411, 476, 1421]
column-4 — [482, 40, 757, 1652]
column-6: THE POST-WAR TRADE COMMITTEE ————— WHY THE DOMINIONS ARE NOT REPRESENTED ————— Australian-New Zealand Cable Association. London, July 24. In reply to a series of questions in the House of Commons regarding the representation of the Dominions on the committee on industrial and commercial policy after the war, Mr. Asquith read a telegram sent by Mr. Bonar Law (Colonial Secretary) to the Dominions in May. The message stated that the Government desired as soon as practicable to convene an Imperial Conference to consider the commercial policy to be adopted after the war, and intimated its intention, prior to the Conference, to form a committee in England to discuss several matters. The Dominions were to be consulted in the matter of representation. The Government, after consultation with the Dominions, had decided that the best plan was to appoint a committee composed of British members only, which would consider the position of Imperial interests as well as those of the United Kingdom, and that the Dominions would then be consulted at the Conference. "The Dominions Governments had concurred, and the committee was constituted accordingly." Mr. Asquith said that the Dominions were in full accord with the Government's decision. Mr. Asquith said that Mr. Hughes went to the Paris Conference to represent the Empire, and not any particular Dominion. FIVE MILLIONS A DAY ————— BRITAIN'S HUGE WAR BILL (Rec. July 25, 8.10 p.m.) London, July 24. In the House of Commons, Mr. Asquith, the Prime Minister, moved a credit vote of £450,000,000. He explained that expenditure from April 1 last till July 22 was £630,000,000. The daily average was now £5,000,000. The total credits in the present session totalled £1,200,000,000, and the last credits granted will last till the end of October. MESOPOTAMIA AND THE DARDANELLES COMMISSIONS OF INQUIRY. (Rec. July 25, 8.10 p.m.) London, July 24. In the House of Commons, Mr. Asquith introduced the Mesopotamia and Dardanelles Commissions Bill. The Bill gives discretionary powers to sit in camera or otherwise. THE AUSTRALASIAN DELEGATES. (Rec. July 25, 6.30 p.m.) London, July 24. It is expected that the opening of the Dardanelles Inquiry will be postponed sufficiently to permit of the arrival of the Australasian delegates. It is considered that the inquiry otherwise would be unsatisfactory. Among the members proposed, mentioned as members of the Commission are Senator Pearce and Mr. W. F. Massey, who will represent Australia and New Zealand respectively. The above reference to Mr. Massey's inclusion in the Dardanelles Committee was mentioned to the Prime Minister last evening. Mr. Massey said that he had not heard anything about the matter so far. CONTRABAND BY PARCEL POST RUBBER AS INVIOLABLE "CORRESPONDENCE." The British and French Governments officially announced their decision recently on the question of the examination and detention of postal parcels found in vessels visited on the high seas. Enemy traffic, deprived of the freedom of the seas, has been seeking to make use of the parcel post to get contraband. It is now proposed to detain such parcels, which are treated as goods, and to stop the traffic. During the discussion of the matter by the Allied Governments, it has been ascertained that many thousands of postal packets have been seized, containing rubber and other contraband articles. The Allied Governments are not aware of any provision of the Hague Convention which would protect parcels of this nature from search and seizure. A large quantity of rubber has been found in such packets, and such traffic is being stopped. A number of persons appeared before a certain Judge "out West," and every man explained that it would mean disaster to him to serve at that term of court. "Your reasons?" demanded the Judge. "I have a little wheat to look after," said one. "That will not answer," said the Judge. "There's a new baby coming to my house," said another. "You may be excused." — [931, 43, 1099, 1046]
cable-credit: Australian-New Zealand Cable Association. — [213, 833, 275, 846]
received-date: (Rec. July 25, 10.15 p.m.) — [211, 958, 277, 965]
article-paragraph: Mr. Redmond said that he wished to make a dispassionate statement of facts. After Mr. Asquith's return from Ireland and Mr. Lloyd George's negotiations, everyone was thrilled with the hope that the Irish question would be put out of the way until the war had concluded. Mr. Lloyd George's proposals were sent to him and to Sir Edward Carson's proposals. The Government, ten months ago, had urged the necessity for quick decision, and the agreement was, in the words of Mr. Asquith, "for a provisional settlement until the war was over." That was the chief feature of the plan, without which neither he nor his colleagues would have considered it. The agreement was plain and unmistakable, that the Amending Bill should remain in force during the continuance of the war and for a year afterwards. Then Sir Edward Carson objected that the six Ulster counties should then automatically come into the Home Rule Act of Parliament. He was asked what would happen after the war. The Nationalists wanted to be assured of the position of Ulster after the end of the provisional period. Mr. Lloyd George had said the question should be re-opened and settled by a permanent Imperial settlement, and the Government arranged for the Home Rule Act and the Amending Bill to be reconsidered. The Government, on the suggestion of the Unionist members of the Cabinet, had now broken the agreement by inserting the proposal that the Irish members should be reduced when an Imperial election was held. — [32, 505, 204, 768]
dateline: Washington, July 24. — [840, 552, 924, 562]
article-paragraph: A French official communique states: "The night was calm on the Somme front. The weather continues to be bad. The reconnaissances northward of the Aisne penetrated the trenches at Vailly. Some prisoners were taken in local actions at Chapelle-sous-Berg and our artillery was active." A German aeroplane bombarded Lunéville, wounding one man. "Lieutenant Guynemer brought down his eighth German aeroplane at Fresnes-en-Woevre. Our aviators dropped eight bombs on the station at Conflans, forty on the barracks at Vigneulles, and twenty-four on the aerodrome at Dieuze." — [284, 1705, 476, 1796]
dateline: London, July 24. — [857, 1364, 924, 1374]
dateline: Paris, July 24. — [419, 1031, 476, 1041]
article-paragraph: Mr. Asquith acknowledged the loyal and patriotic attitude of the Nationalists during the war, and then addressed the Redmondites directly. "You have the opportunity to consent to all members of the Coalition Government bringing Home Rule into immediate operation. Are you going to throw away that opportunity? That is the question. The war has united all parties. The common desire to consolidate all our energies upon the prosecution of the war, and upon the final victory of the Allies, are considerations that should outweigh all others. It was part of the agreement that the six counties should be excluded. I regret that with the exclusion of the six counties the Irish members should not have been reduced." — [209, 376, 279, 604]
article-paragraph: The Berlin War Office states that the engagement at Pozieres cost the British the heavily in dead and wounded. — [482, 441, 757, 458]
dateline: Sydney, July 25. — [238, 1543, 279, 1550]
received-date: (Rec. July 25, 8.50 p.m.) — [797, 646, 890, 656]
headline-australian-news: AUSTRALIAN NEWS — [211, 1151, 277, 1171]
column-rule — [206, 40, 207, 1652]
article-paragraph: General Haig reports: "Apart from mutual continuous shelling during the night, there was a comparative calm following yesterday's severe fighting. Yesterday, between High Wood and Guillemont, repeated enemy counter-attacks gained them no advantage, our artillery and machine-guns inflicting very heavy casualties. We gained ground near High Wood, and in the direction of Guillemont. In the neighbourhood of Pozieres we gained important advantages, in spite of the stubborn enemy defence. A large portion of the village is now ours. We captured two guns and sixty more prisoners." — [284, 761, 476, 852]
masthead — [30, 4, 1100, 32]
headline-delville-wood: THE FIGHT IN DELVILLE WOOD — [527, 142, 712, 154]
article-paragraph: "On the British front fighting has been continued at Pozieres, at which place the prisoners taken by Australians number 4 officers and 161 men. On other parts of the front there is considerable artillery activity on both sides." — [284, 862, 476, 904]
article-paragraph: "I have swallowed a toothbrush," said Solomon Cunnell to friends who came to visit him while he was an inmate of the Hudson Hospital, being treated for rheumatism. "Oh, I did not believe him, and it was only after he had succumbed to heart failure that the toothbrush was found." — [209, 1710, 279, 1800]
headline-prize: A £3500 PRIZE — [807, 606, 880, 617]
subhead-mails: THE ALLEGED INTERFERENCE WITH THE MAILS. — [765, 514, 922, 548]
headline-caucasus: THE RUSSIAN OFFENSIVE IN THE CAUCASUS — [500, 868, 739, 879]
article-paragraph: There are conflicting reports as to why the Deutschland has not yet left. It is stated that an endeavour is being made to induce a Japanese cruiser to leave Baltimore, from which the submarine intends to depart. It is possible that the Deutschland, which is more than a week overdue, is awaiting news of the Bremen. — [763, 432, 924, 490]
headline-running-fight: RUNNING FIGHT OFF BELGIAN COAST. — [286, 325, 474, 360]
dateline: London, July 24. — [409, 1099, 476, 1109]
dateline: London, July 24. — [137, 298, 204, 308]
dateline: London, July 24. — [1032, 656, 1099, 666]
dateline: Amsterdam, July 24. — [674, 822, 757, 832]
article-paragraph: The Prize Court has awarded £3500 to Commander Holbrook and the crew of submarine E11 for sinking the Turkish warship Messoudieh, after diving under Turkish mines. — [763, 666, 924, 699]
article-paragraph: A German official communique states: "Russian attacks north-west of Berestechko were completely repulsed." — [482, 777, 757, 794]
subhead-german-report: THE GERMAN REPORT. — [777, 295, 910, 307]
article-paragraph: An Austrian official communique states: "We repulsed the Russian attacks northward of the Pruth ridge, and also near Leszczowka, in Volhynia. We stopped a Russian approach southward of the Dniester, and made successful surprise night-attacks northward of the Dniester." — [482, 832, 757, 866]
article-paragraph: Mr. Asquith said that Mr. Hughes went to the Paris Conference to represent the Empire, and not any particular Dominion. — [931, 340, 1099, 365]
article-paragraph: Messages from Berlin state that the Kaiser has made many hurried journeys eastward and westward. He made several speeches on the German front, addressing the wounded at Peronne, he said: "My earnest desire to be taken on at the French front was long refused." He has been warned of the danger of the French front. The Kaiser is said to be in constant conflict with his generals, urging a more vigorous defence of the western positions. — [482, 486, 757, 536]
telegram-credit: (Reuter's Telegram.) — [78, 278, 158, 288]
article-paragraph: Mr. Lloyd George said the interpretation of Mr. Redmond's narrative as substantially accurate, except on one particular. I maintained the arrangement was a temporary one, and I was anxious that the Irish members should remain in the House of Commons. Mr. Lloyd George appealed to the Irish members to accept the settlement as a war measure. He said the Unionists had made great sacrifices. Why should the Nationalists, who had obtained so much, not make a sacrifice in the interests of the Empire? Mr. Redmond said: "The present arrangement was impossible. We can never consent to the permanent exclusion of the six counties." — [32, 1013, 204, 1129]
article-paragraph: In the House of Commons, Mr. Lewis Harcourt stated that the value of enemy property vested in the Public Trustee was £6,500,000; that vested in the Board of Trade amounts to £2,000,000. — [209, 860, 279, 923]
